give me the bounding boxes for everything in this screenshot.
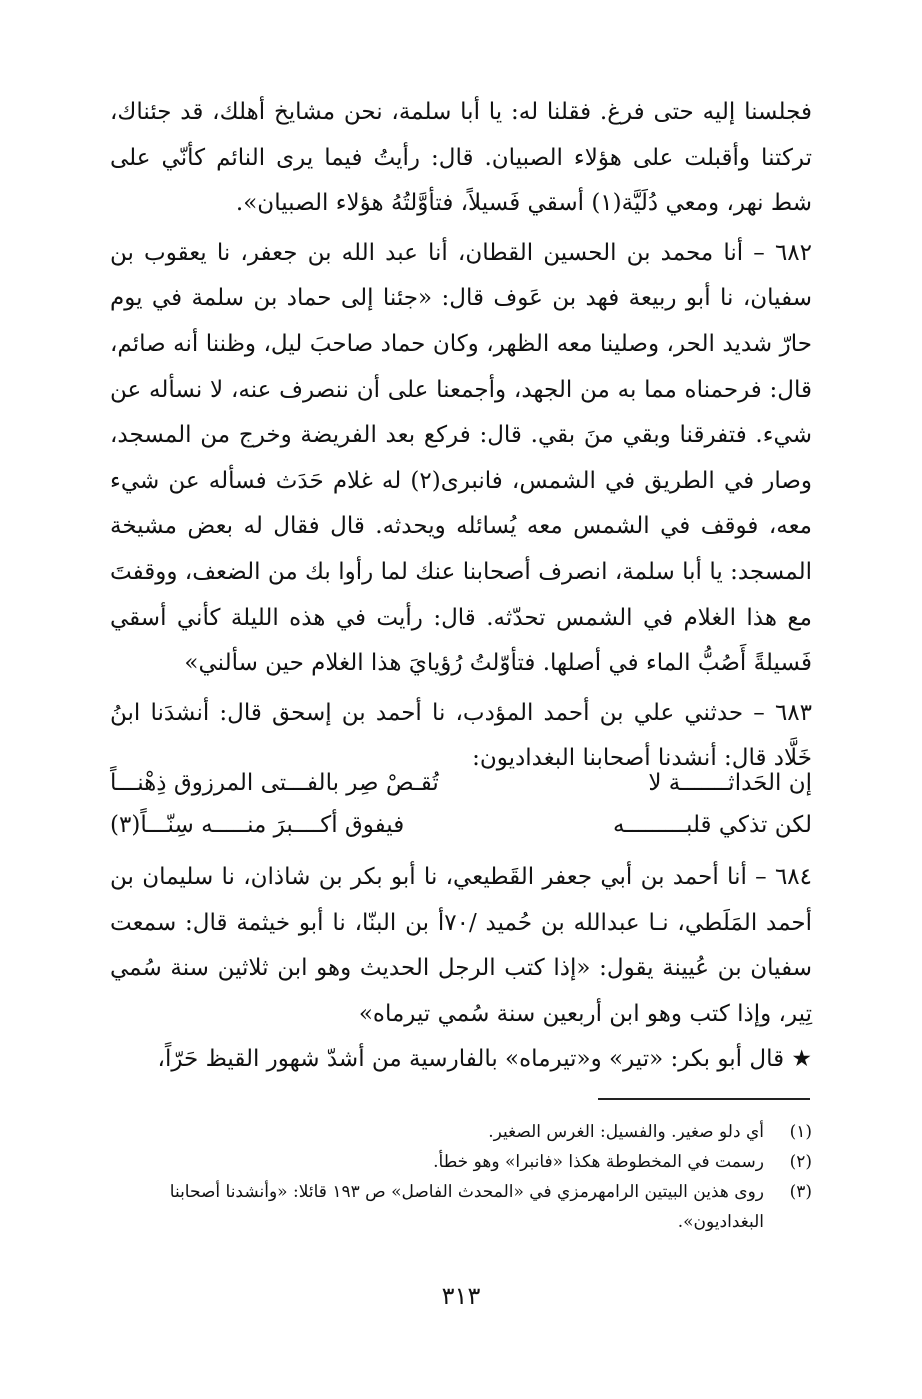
footnote-text: رسمت في المخطوطة هكذا «فانبرا» وهو خطأ. [433,1152,764,1172]
footnote-number: (٣) [789,1182,812,1202]
footnote-number: (٢) [789,1152,812,1172]
tail-text [110,855,812,1083]
poem-verses [110,762,812,846]
paragraph-684: ٦٨٤ – أنا أحمد بن أبي جعفر القَطيعي، نا أبو بكر بن شاذان، نا سليمان بن أحمد المَلَطي، نـا عبدالله بن حُميد /٧٠أ بن البنّا، نا أبو خيثمة قال: سمعت سفيان بن عُيينة يقول: «إذا كتب الرجل الحديث وهو ابن ثلاثين سنة سُمي تِير، وإذا كتب وهو ابن أربعين سنة سُمي تيرماه» [110,864,812,1027]
footnote-number: (١) [789,1122,812,1142]
footnote-text: روى هذين البيتين الرامهرمزي في «المحدث الفاصل» ص ١٩٣ قائلا: «وأنشدنا أصحابنا البغداديون». [169,1182,764,1232]
verse-first-hemistich: لكن تذكي قلبـــــــــه [613,812,812,838]
paragraph-682: ٦٨٢ – أنا محمد بن الحسين القطان، أنا عبد الله بن جعفر، نا يعقوب بن سفيان، نا أبو ربيعة فهد بن عَوف قال: «جئنا إلى حماد بن سلمة في يوم حارّ شديد الحر، وصلينا معه الظهر، وكان حماد صاحبَ ليل، وظننا أنه صائم، قال: فرحمناه مما به من الجهد، وأجمعنا على أن ننصرف عنه، لا نسأله عن شيء. فتفرقنا وبقي منَ بقي. قال: فركع بعد الفريضة وخرج من المسجد، وصار في الطريق في الشمس، فانبرى(٢) له غلام حَدَث فسأله عن شيء معه، فوقف في الشمس معه يُسائله ويحدثه. قال فقال له بعض مشيخة المسجد: يا أبا سلمة، انصرف أصحابنا عنك لما رأوا بك من الضعف، ووقفتَ مع هذا الغلام في الشمس تحدّثه. قال: رأيت في هذه الليلة كأني أسقي فَسيلةً أَصُبُّ الماء في أصلها. فتأوّلتُ رُؤيايَ هذا الغلام حين سألني» [110,239,812,677]
footnote [110,1147,812,1177]
main-text [110,90,812,782]
page-number: ٣١٣ [441,1282,481,1310]
verse-second-hemistich: تُقـصْ صِر بالفـــتى المرزوق ذِهْنـــاً [110,770,439,796]
footnote [110,1177,812,1237]
verse-first-hemistich: إن الحَداثـــــــة لا [648,770,812,796]
footnote-text: أي دلو صغير. والفسيل: الغرس الصغير. [488,1122,764,1142]
footnote [110,1117,812,1147]
paragraph-continuation: فجلسنا إليه حتى فرغ. فقلنا له: يا أبا سلمة، نحن مشايخ أهلك، قد جئناك، تركتنا وأقبلت على هؤلاء الصبيان. قال: رأيتُ فيما يرى النائم كأنّي على شط نهر، ومعي دُلَيَّة(١) أسقي فَسيلاً، فتأوَّلتُهُ هؤلاء الصبيان». [110,99,812,217]
verse-line [110,804,812,846]
paragraph-683: ٦٨٣ – حدثني علي بن أحمد المؤدب، نا أحمد بن إسحق قال: أنشدَنا ابنُ خَلَّاد قال: أنشدنا أصحابنا البغداديون: [110,699,812,772]
paragraph-note-abu-bakr: ★ قال أبو بكر: «تير» و«تيرماه» بالفارسية من أشدّ شهور القيظ حَرّاً، [157,1046,812,1073]
footnote-divider [598,1098,810,1100]
verse-line [110,762,812,804]
footnotes [110,1117,812,1237]
verse-second-hemistich: فيفوق أكــــبرَ منـــــه سِنّـــاً(٣) [110,812,405,838]
